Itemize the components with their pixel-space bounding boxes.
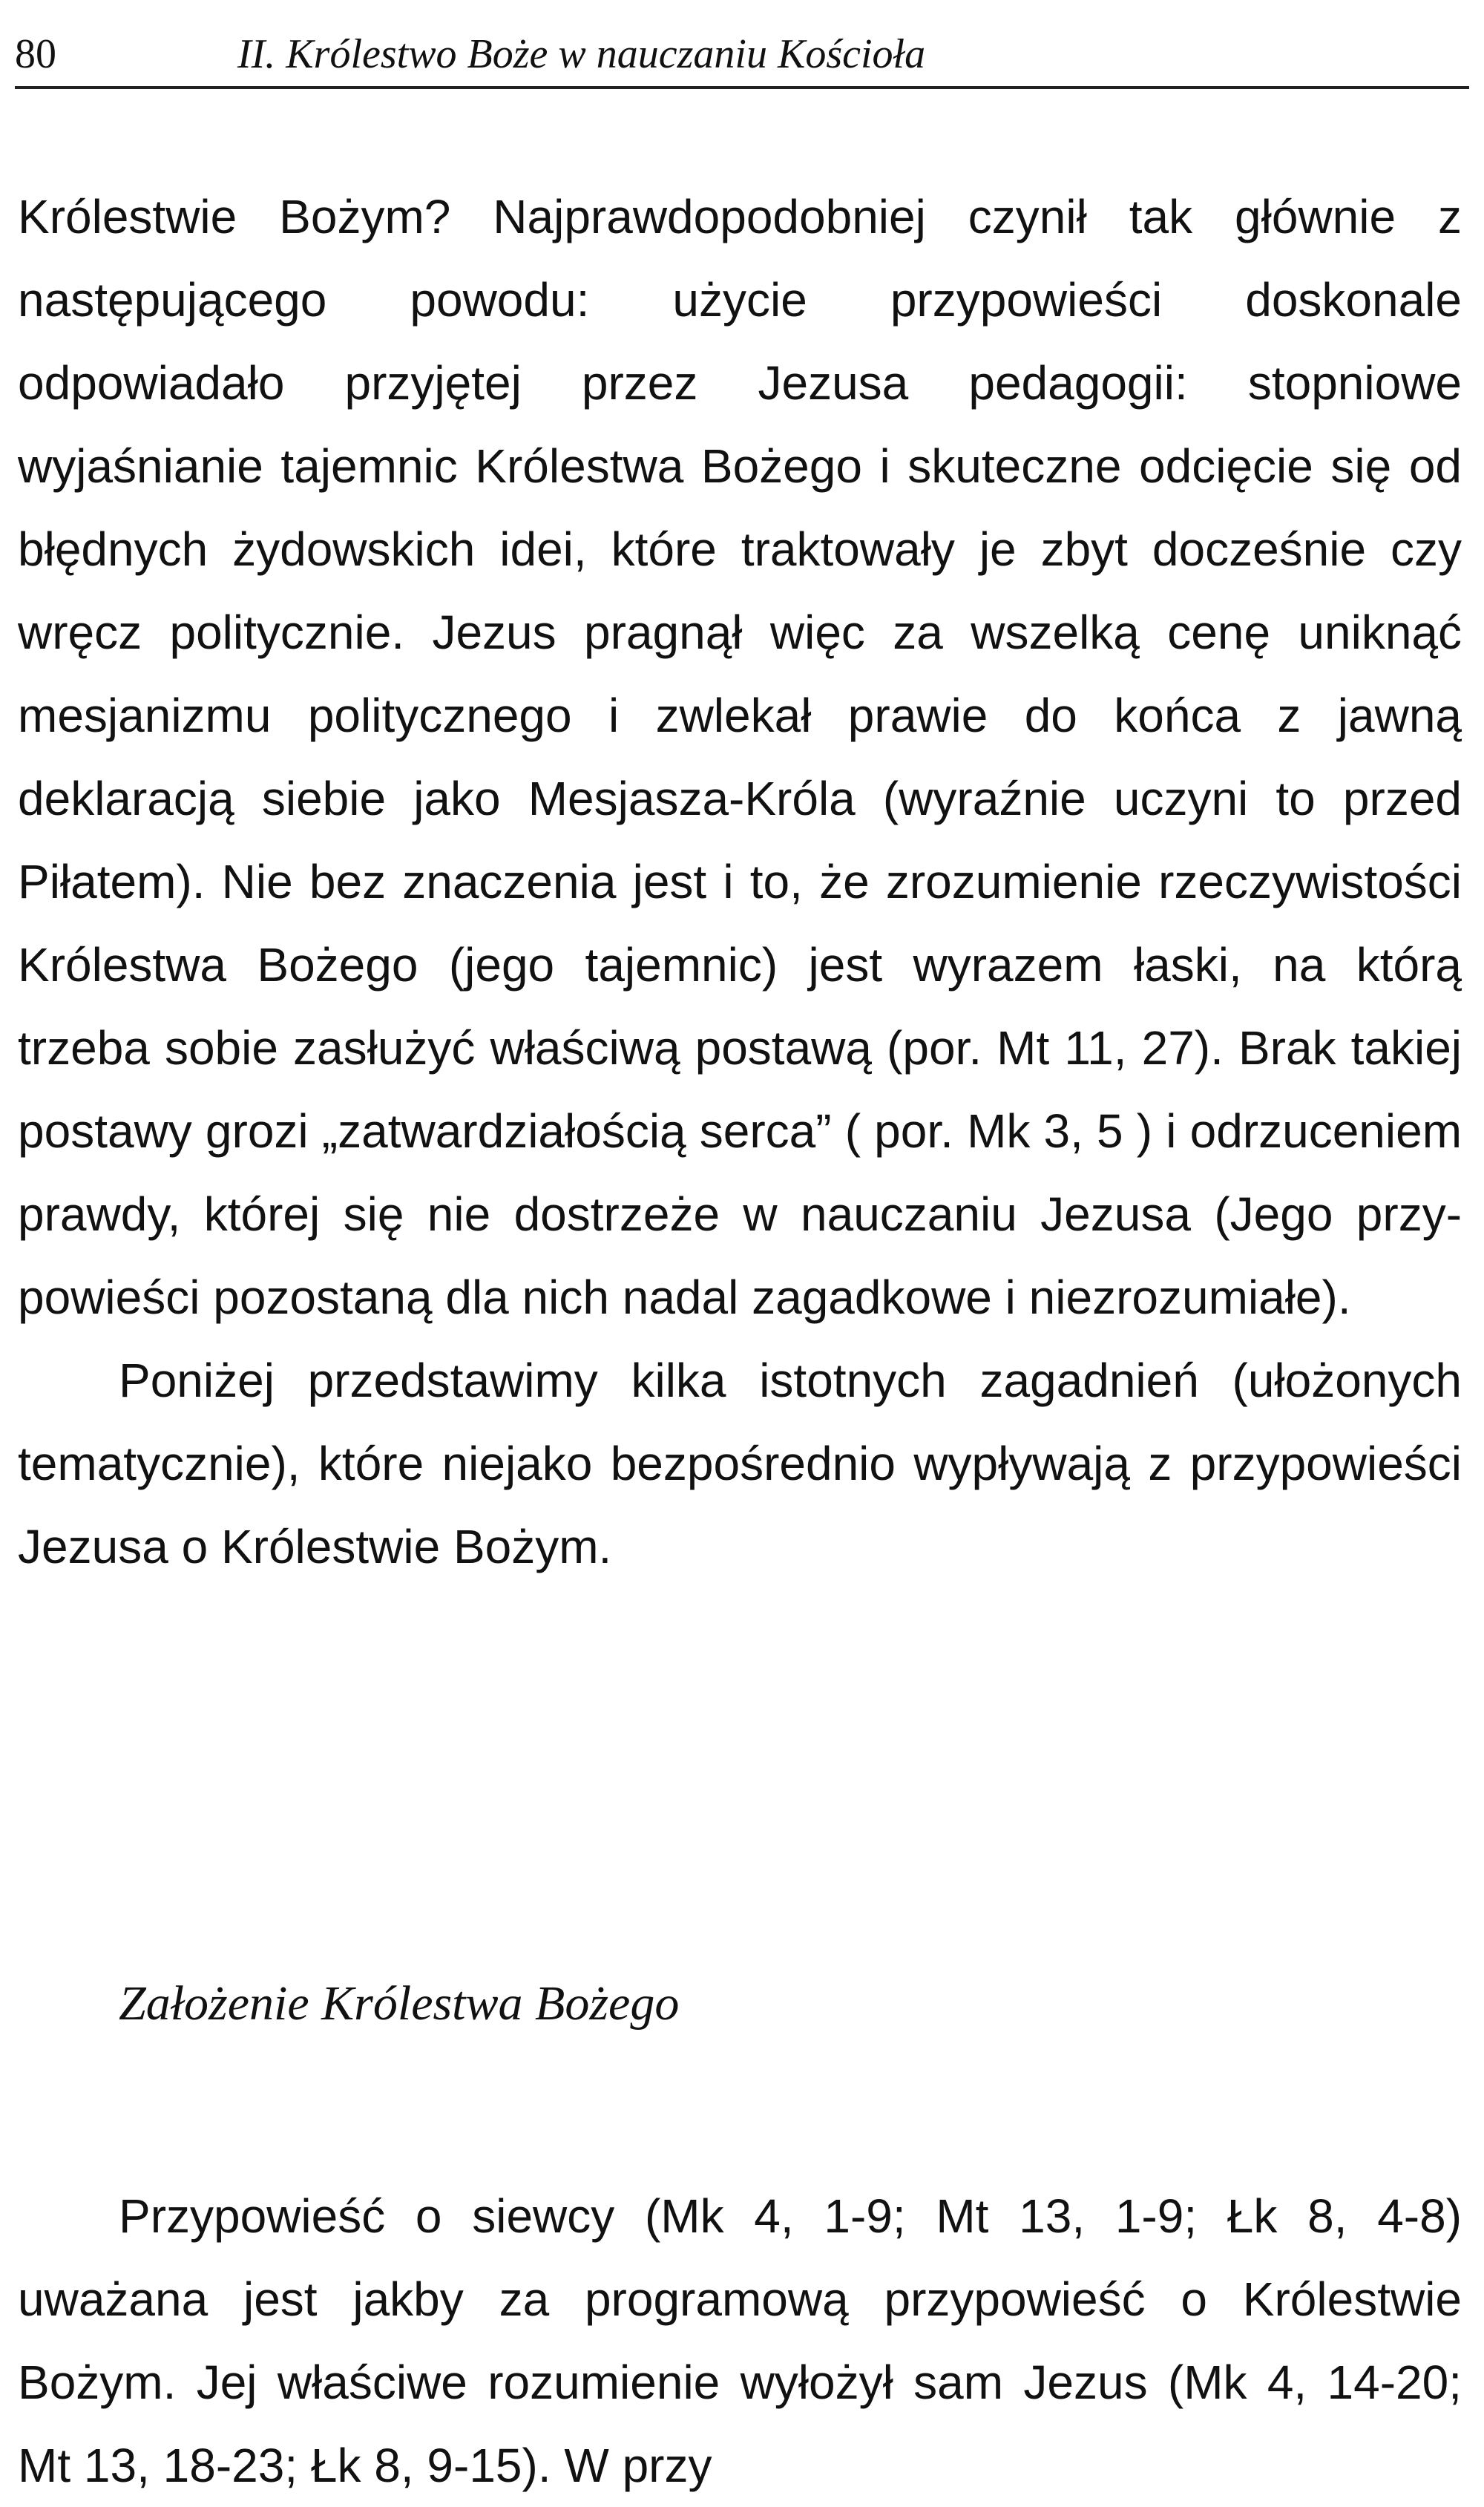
- section-heading: Założenie Królestwa Bożego: [119, 1976, 680, 2031]
- paragraph-continued: Królestwie Bożym? Najprawdopodobniej czynił tak głównie z następującego powodu: użycie przypowieści doskonale odpowiadało przyjętej przez Jezusa pedagogii: stopniowe wyjaśnianie tajemnic Królestwa Bożego i skuteczne odcięcie się od błędnych żydowskich idei, które traktowały je zbyt docześnie czy wręcz politycznie. Jezus pragnął więc za wszelką cenę uniknąć mesjanizmu politycznego i zwlekał prawie do końca z jawną deklaracją siebie jako Mesjasza-Króla (wyraźnie uczyni to przed Piłatem). Nie bez znaczenia jest i to, że zrozumienie rzeczywistości Królestwa Bożego (jego tajemnic) jest wyrazem łaski, na którą trzeba sobie zasłużyć właściwą postawą (por. Mt 11, 27). Brak takiej postawy grozi „zatwardziałością serca” ( por. Mk 3, 5 ) i odrzuceniem prawdy, której się nie dostrzeże w nauczaniu Jezusa (Jego przypowieści pozostaną dla nich nadal zagadkowe i niezrozumiałe).: [18, 190, 1462, 1324]
- section-paragraph: Przypowieść o siewcy (Mk 4, 1-9; Mt 13, 1-9; Łk 8, 4-8) uważana jest jakby za programową przypowieść o Królestwie Bożym. Jej właściwe rozumienie wyłożył sam Jezus (Mk 4, 14-20; Mt 13, 18-23; Łk 8, 9-15). W przy: [18, 2189, 1462, 2492]
- page-number: 80: [15, 31, 56, 77]
- running-header: [15, 21, 1469, 88]
- chapter-title: II. Królestwo Boże w nauczaniu Kościoła: [237, 31, 926, 77]
- section-text-block: [18, 2175, 1462, 2507]
- paragraph: Poniżej przedstawimy kilka istotnych zagadnień (ułożonych tematycznie), które niejako bezpośrednio wypływają z przypowieści Jezusa o Królestwie Bożym.: [18, 1354, 1462, 1573]
- header-rule: [15, 86, 1469, 89]
- main-text-block: [18, 175, 1462, 1588]
